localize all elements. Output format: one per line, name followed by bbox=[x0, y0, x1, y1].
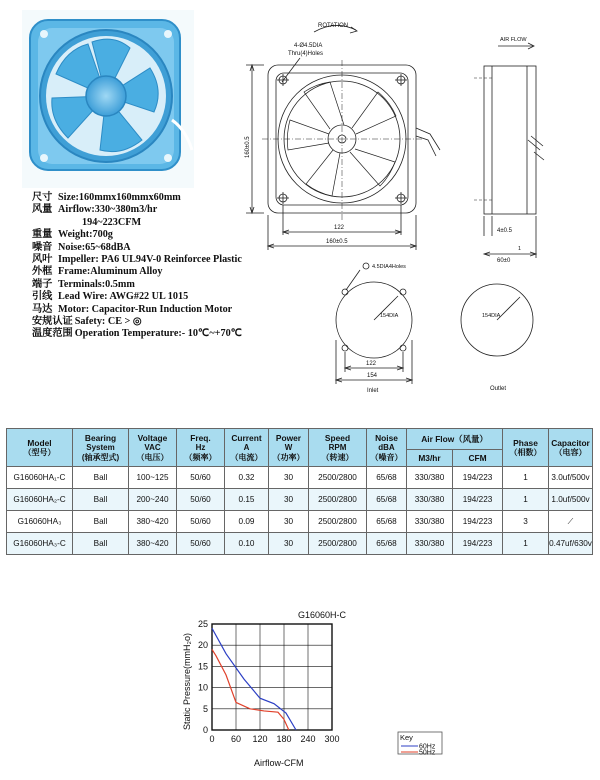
table-cell: 30 bbox=[269, 533, 309, 555]
table-cell: G16060HA₁-C bbox=[7, 467, 73, 489]
spec-row bbox=[32, 291, 292, 303]
header-airflow: Air Flow（风量） bbox=[407, 429, 503, 450]
header-model: Model （型号） bbox=[7, 429, 73, 467]
table-cell: 50/60 bbox=[177, 511, 225, 533]
table-cell: 0.09 bbox=[225, 511, 269, 533]
spec-value: Operation Temperature:- 10℃~+70℃ bbox=[74, 328, 243, 340]
spec-row bbox=[32, 204, 292, 216]
y-tick-label: 10 bbox=[197, 682, 208, 693]
table-cell: 100~125 bbox=[129, 467, 177, 489]
spec-value: Weight:700g bbox=[58, 229, 113, 241]
dim-160-horizontal: 160±0.5 bbox=[326, 239, 348, 245]
table-cell: 30 bbox=[269, 511, 309, 533]
x-tick-label: 120 bbox=[252, 734, 268, 744]
spec-label-cn: 风量 bbox=[32, 204, 53, 216]
header-noise: Noise dBA （噪音） bbox=[367, 429, 407, 467]
table-cell: 65/68 bbox=[367, 489, 407, 511]
spec-value: Airflow:330~380m3/hr bbox=[58, 204, 158, 216]
spec-label-cn: 温度范围 bbox=[32, 328, 73, 340]
outlet-label: Outlet bbox=[490, 386, 507, 392]
spec-row bbox=[32, 254, 292, 266]
series-line-60Hz bbox=[212, 628, 296, 730]
table-row bbox=[7, 533, 593, 555]
spec-value: Terminals:0.5mm bbox=[58, 278, 135, 290]
spec-row bbox=[32, 242, 292, 254]
spec-row bbox=[32, 304, 292, 316]
table-cell: 65/68 bbox=[367, 511, 407, 533]
header-airflow-m3: M3/hr bbox=[407, 450, 453, 467]
table-cell: 1 bbox=[503, 489, 549, 511]
table-cell: 194/223 bbox=[453, 533, 503, 555]
spec-value: Motor: Capacitor-Run Induction Motor bbox=[58, 303, 233, 315]
table-cell: 65/68 bbox=[367, 533, 407, 555]
header-power: Power W （功率） bbox=[269, 429, 309, 467]
table-cell: 0.10 bbox=[225, 533, 269, 555]
table-row bbox=[7, 511, 593, 533]
header-current: Current A （电流） bbox=[225, 429, 269, 467]
inlet-dim-122: 122 bbox=[366, 361, 377, 367]
x-tick-label: 300 bbox=[324, 734, 340, 744]
header-airflow-cfm: CFM bbox=[453, 450, 503, 467]
series-line-50Hz bbox=[212, 649, 289, 730]
table-cell: G16060HA₃-C bbox=[7, 533, 73, 555]
y-tick-label: 25 bbox=[197, 619, 208, 629]
plot-frame bbox=[212, 624, 332, 730]
dim-4: 4±0.5 bbox=[497, 228, 512, 234]
spec-row bbox=[32, 229, 292, 241]
spec-table bbox=[6, 428, 593, 555]
table-cell: 65/68 bbox=[367, 467, 407, 489]
header-voltage: Voltage VAC （电压） bbox=[129, 429, 177, 467]
legend-entry: 60Hz bbox=[419, 743, 436, 751]
table-cell: 330/380 bbox=[407, 533, 453, 555]
spec-label-cn: 安规认证 bbox=[32, 316, 73, 328]
spec-row bbox=[32, 266, 292, 278]
table-cell: G16060HA₃ bbox=[7, 511, 73, 533]
table-row bbox=[7, 467, 593, 489]
dim-60: 60±0 bbox=[497, 258, 511, 264]
chart-title: G16060H-C bbox=[298, 610, 347, 620]
dim-122: 122 bbox=[334, 225, 345, 231]
holes-note-line1: 4-Ø4.5DIA bbox=[294, 43, 323, 49]
spec-value: Noise:65~68dBA bbox=[58, 241, 131, 253]
header-speed: Speed RPM （转速） bbox=[309, 429, 367, 467]
outlet-dia: 154DIA bbox=[482, 313, 501, 319]
table-row bbox=[7, 489, 593, 511]
y-tick-label: 15 bbox=[197, 661, 208, 672]
table-cell: G16060HA₂-C bbox=[7, 489, 73, 511]
header-phase: Phase （相数） bbox=[503, 429, 549, 467]
spec-value: Safety: CE > bbox=[74, 316, 131, 328]
spec-row bbox=[32, 328, 292, 340]
inlet-dim-154: 154 bbox=[367, 373, 378, 379]
table-cell: 3 bbox=[503, 511, 549, 533]
legend-title: Key bbox=[400, 733, 413, 742]
spec-value: Frame:Aluminum Alloy bbox=[58, 266, 163, 278]
table-cell: 0.47uf/630v bbox=[549, 533, 593, 555]
table-cell: Ball bbox=[73, 533, 129, 555]
table-cell: 194/223 bbox=[453, 467, 503, 489]
spec-label-cn: 重量 bbox=[32, 229, 53, 241]
x-tick-label: 180 bbox=[276, 734, 292, 744]
table-cell: 2500/2800 bbox=[309, 489, 367, 511]
y-tick-label: 20 bbox=[197, 640, 208, 651]
spec-row bbox=[32, 192, 292, 204]
table-cell: 2500/2800 bbox=[309, 511, 367, 533]
table-cell: 50/60 bbox=[177, 533, 225, 555]
inlet-holes-note: 4.5DIA4Holes bbox=[372, 264, 406, 270]
table-cell: 330/380 bbox=[407, 489, 453, 511]
table-cell: 330/380 bbox=[407, 467, 453, 489]
x-tick-label: 0 bbox=[209, 734, 215, 744]
header-freq: Freq. Hz （频率） bbox=[177, 429, 225, 467]
spec-list bbox=[32, 192, 292, 341]
header-bearing: Bearing System (轴承型式) bbox=[73, 429, 129, 467]
dim-160-vertical: 160±0.5 bbox=[245, 136, 251, 158]
table-cell: Ball bbox=[73, 467, 129, 489]
spec-row bbox=[32, 316, 292, 328]
table-cell: 380~420 bbox=[129, 511, 177, 533]
inlet-dia: 154DIA bbox=[380, 313, 399, 319]
table-cell: 30 bbox=[269, 467, 309, 489]
ccc-mark-icon: ◎ bbox=[130, 316, 142, 328]
spec-label-cn: 风叶 bbox=[32, 254, 53, 266]
spec-label-cn: 外框 bbox=[32, 266, 53, 278]
table-cell: 0.15 bbox=[225, 489, 269, 511]
table-cell: 2500/2800 bbox=[309, 467, 367, 489]
spec-row bbox=[32, 217, 292, 229]
x-tick-label: 60 bbox=[230, 734, 242, 744]
table-cell: 0.32 bbox=[225, 467, 269, 489]
x-axis-label: Airflow-CFM bbox=[254, 758, 304, 768]
spec-row bbox=[32, 279, 292, 291]
table-cell: 50/60 bbox=[177, 489, 225, 511]
spec-label-cn: 马达 bbox=[32, 303, 53, 315]
performance-chart bbox=[0, 596, 600, 780]
x-tick-label: 240 bbox=[300, 734, 316, 744]
spec-value: 194~223CFM bbox=[82, 216, 142, 228]
table-cell: 3.0uf/500v bbox=[549, 467, 593, 489]
table-cell: 1 bbox=[503, 467, 549, 489]
table-cell: 194/223 bbox=[453, 489, 503, 511]
holes-note-line2: Thru(4)Holes bbox=[288, 51, 324, 57]
header-capacitor: Capacitor （电容） bbox=[549, 429, 593, 467]
spec-label-cn: 引线 bbox=[32, 291, 53, 303]
table-cell: 380~420 bbox=[129, 533, 177, 555]
table-cell: 1 bbox=[503, 533, 549, 555]
legend-entry: 50Hz bbox=[419, 749, 436, 757]
table-cell: Ball bbox=[73, 489, 129, 511]
table-cell: 2500/2800 bbox=[309, 533, 367, 555]
spec-label-cn: 尺寸 bbox=[32, 192, 53, 203]
spec-label-cn: 噪音 bbox=[32, 241, 53, 253]
spec-value: Size:160mmx160mmx60mm bbox=[58, 192, 181, 203]
airflow-label: AIR FLOW bbox=[500, 37, 527, 43]
spec-value: Lead Wire: AWG#22 UL 1015 bbox=[58, 291, 189, 303]
table-cell: 330/380 bbox=[407, 511, 453, 533]
spec-value: Impeller: PA6 UL94V-0 Reinforcee Plastic bbox=[58, 254, 242, 266]
spec-label-cn: 端子 bbox=[32, 278, 53, 290]
table-cell: ⟋ bbox=[549, 511, 593, 533]
table-cell: 194/223 bbox=[453, 511, 503, 533]
y-axis-label: Static Pressure(mmH₂o) bbox=[182, 632, 192, 730]
y-tick-label: 0 bbox=[202, 725, 208, 735]
inlet-label: Inlet bbox=[367, 388, 379, 394]
dim-1: 1 bbox=[518, 246, 522, 252]
table-cell: 1.0uf/500v bbox=[549, 489, 593, 511]
table-cell: 200~240 bbox=[129, 489, 177, 511]
rotation-label: ROTATION bbox=[318, 23, 349, 29]
table-cell: 30 bbox=[269, 489, 309, 511]
y-tick-label: 5 bbox=[202, 703, 208, 714]
table-cell: 50/60 bbox=[177, 467, 225, 489]
table-cell: Ball bbox=[73, 511, 129, 533]
